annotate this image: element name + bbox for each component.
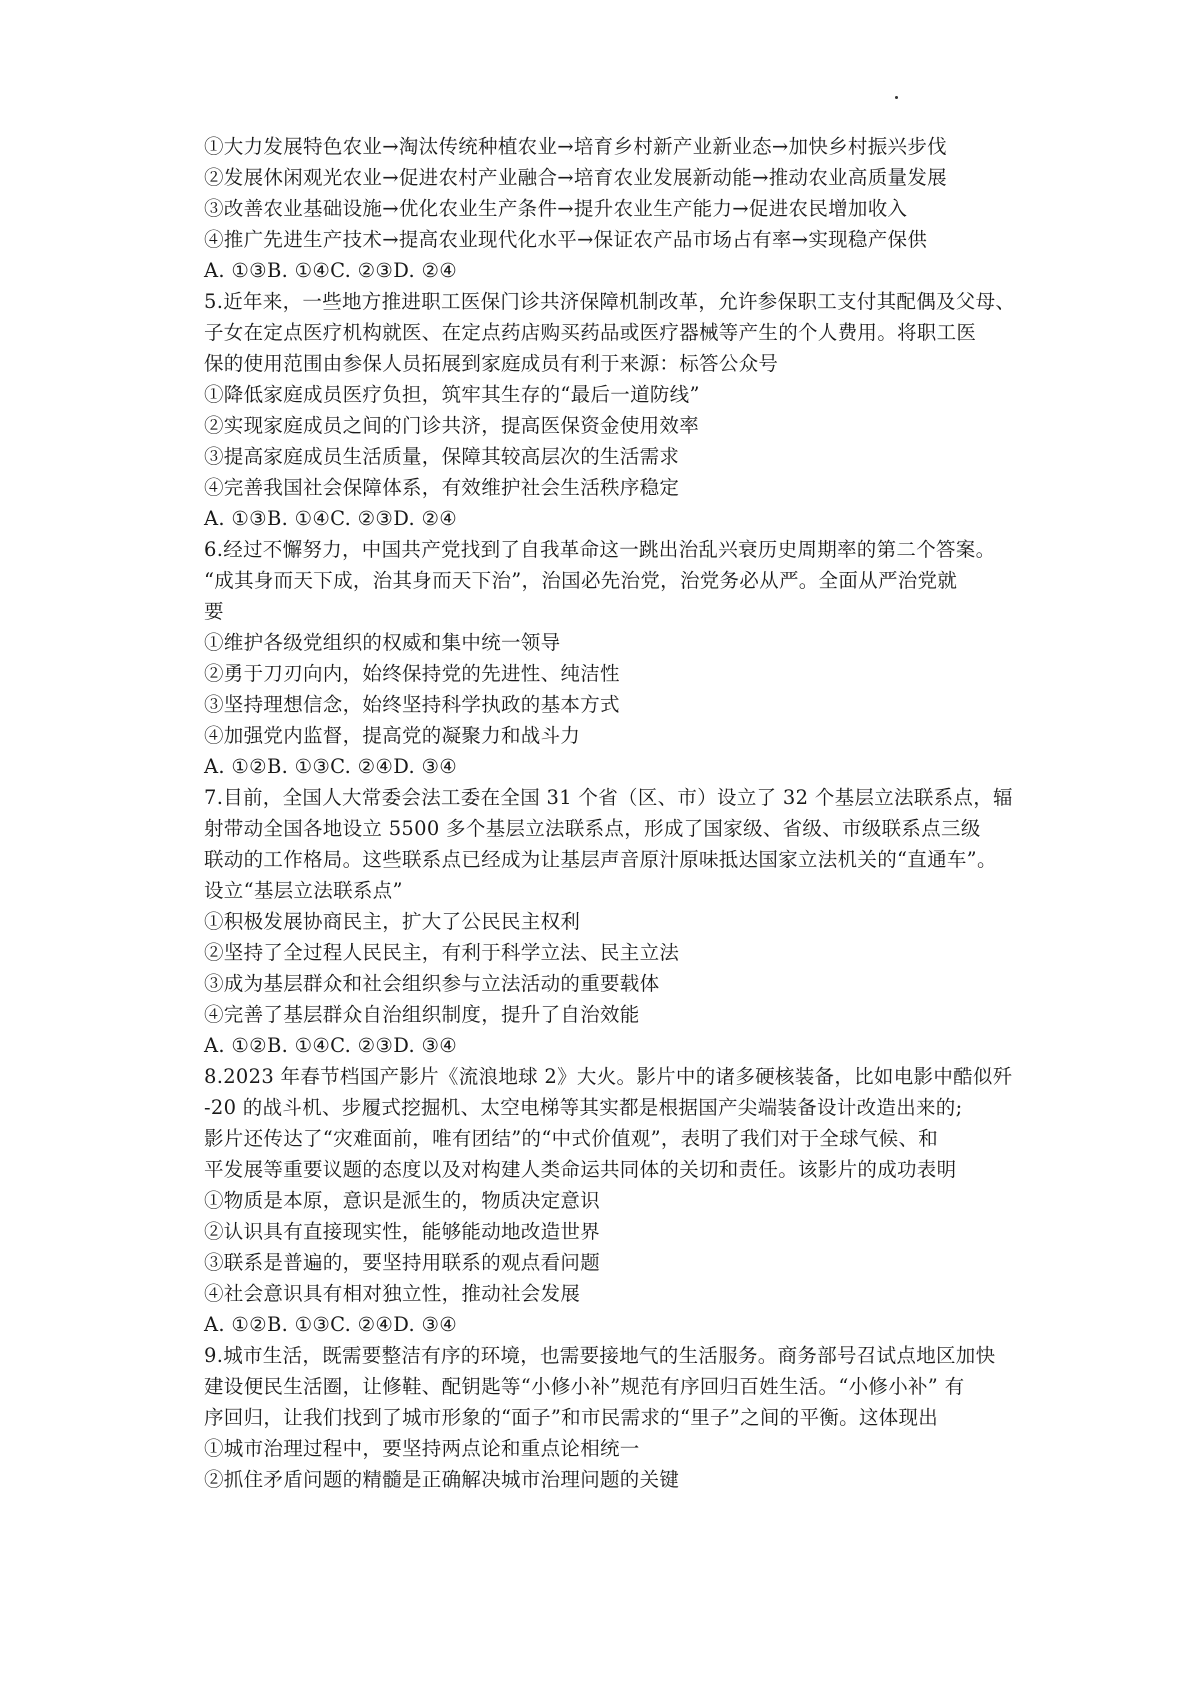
q7-answers: A. ①②B. ①④C. ②③D. ③④: [204, 1034, 458, 1057]
q7-stem-line-4: 设立“基层立法联系点”: [204, 879, 403, 902]
page-mark: [895, 96, 898, 99]
q6-answers: A. ①②B. ①③C. ②④D. ③④: [204, 755, 458, 778]
q5-stem-line-3: 保的使用范围由参保人员拓展到家庭成员有利于来源：标答公众号: [204, 352, 779, 375]
q5-option-1: ①降低家庭成员医疗负担，筑牢其生存的“最后一道防线”: [204, 383, 700, 406]
q8-option-2: ②认识具有直接现实性，能够能动地改造世界: [204, 1220, 601, 1243]
q7-option-1: ①积极发展协商民主，扩大了公民民主权利: [204, 910, 581, 933]
q7-stem-line-3: 联动的工作格局。这些联系点已经成为让基层声音原汁原味抵达国家立法机关的“直通车”。: [204, 848, 997, 871]
q4-answers: A. ①③B. ①④C. ②③D. ②④: [204, 259, 458, 282]
q8-option-1: ①物质是本原，意识是派生的，物质决定意识: [204, 1189, 601, 1212]
q4-option-1: ①大力发展特色农业→淘汰传统种植农业→培育乡村新产业新业态→加快乡村振兴步伐: [204, 135, 947, 158]
q8-stem-line-3: 影片还传达了“灾难面前，唯有团结”的“中式价值观”，表明了我们对于全球气候、和: [204, 1127, 939, 1150]
q5-option-2: ②实现家庭成员之间的门诊共济，提高医保资金使用效率: [204, 414, 700, 437]
q9-option-2: ②抓住矛盾问题的精髓是正确解决城市治理问题的关键: [204, 1468, 680, 1491]
q8-stem-line-2: -20 的战斗机、步履式挖掘机、太空电梯等其实都是根据国产尖端装备设计改造出来的;: [204, 1096, 963, 1119]
q6-option-3: ③坚持理想信念，始终坚持科学执政的基本方式: [204, 693, 620, 716]
q6-stem-line-3: 要: [204, 600, 224, 623]
q6-option-2: ②勇于刀刃向内，始终保持党的先进性、纯洁性: [204, 662, 620, 685]
q4-option-3: ③改善农业基础设施→优化农业生产条件→提升农业生产能力→促进农民增加收入: [204, 197, 908, 220]
q7-option-3: ③成为基层群众和社会组织参与立法活动的重要载体: [204, 972, 660, 995]
q8-stem-line-1: 8.2023 年春节档国产影片《流浪地球 2》大火。影片中的诸多硬核装备，比如电影中酷似歼: [204, 1065, 1013, 1088]
q8-option-4: ④社会意识具有相对独立性，推动社会发展: [204, 1282, 581, 1305]
q6-stem-line-1: 6.经过不懈努力，中国共产党找到了自我革命这一跳出治乱兴衰历史周期率的第二个答案。: [204, 538, 996, 561]
q5-option-4: ④完善我国社会保障体系，有效维护社会生活秩序稳定: [204, 476, 680, 499]
q6-stem-line-2: “成其身而天下成，治其身而天下治”，治国必先治党，治党务必从严。全面从严治党就: [204, 569, 958, 592]
q9-stem-line-2: 建设便民生活圈，让修鞋、配钥匙等“小修小补”规范有序回归百姓生活。“小修小补” 有: [204, 1375, 965, 1398]
q6-option-4: ④加强党内监督，提高党的凝聚力和战斗力: [204, 724, 581, 747]
q7-stem-line-1: 7.目前，全国人大常委会法工委在全国 31 个省（区、市）设立了 32 个基层立法联系点，辐: [204, 786, 1013, 809]
q5-stem-line-2: 子女在定点医疗机构就医、在定点药店购买药品或医疗器械等产生的个人费用。将职工医: [204, 321, 977, 344]
q4-option-4: ④推广先进生产技术→提高农业现代化水平→保证农产品市场占有率→实现稳产保供: [204, 228, 928, 251]
q8-stem-line-4: 平发展等重要议题的态度以及对构建人类命运共同体的关切和责任。该影片的成功表明: [204, 1158, 957, 1181]
q5-option-3: ③提高家庭成员生活质量，保障其较高层次的生活需求: [204, 445, 680, 468]
q7-option-4: ④完善了基层群众自治组织制度，提升了自治效能: [204, 1003, 640, 1026]
q9-stem-line-3: 序回归，让我们找到了城市形象的“面子”和市民需求的“里子”之间的平衡。这体现出: [204, 1406, 939, 1429]
q9-stem-line-1: 9.城市生活，既需要整洁有序的环境，也需要接地气的生活服务。商务部号召试点地区加快: [204, 1344, 996, 1367]
q7-option-2: ②坚持了全过程人民民主，有利于科学立法、民主立法: [204, 941, 680, 964]
q9-option-1: ①城市治理过程中，要坚持两点论和重点论相统一: [204, 1437, 640, 1460]
q4-option-2: ②发展休闲观光农业→促进农村产业融合→培育农业发展新动能→推动农业高质量发展: [204, 166, 947, 189]
q5-stem-line-1: 5.近年来，一些地方推进职工医保门诊共济保障机制改革，允许参保职工支付其配偶及父母、: [204, 290, 1016, 313]
q6-option-1: ①维护各级党组织的权威和集中统一领导: [204, 631, 561, 654]
q8-option-3: ③联系是普遍的，要坚持用联系的观点看问题: [204, 1251, 601, 1274]
q5-answers: A. ①③B. ①④C. ②③D. ②④: [204, 507, 458, 530]
q8-answers: A. ①②B. ①③C. ②④D. ③④: [204, 1313, 458, 1336]
q7-stem-line-2: 射带动全国各地设立 5500 多个基层立法联系点，形成了国家级、省级、市级联系点三级: [204, 817, 981, 840]
